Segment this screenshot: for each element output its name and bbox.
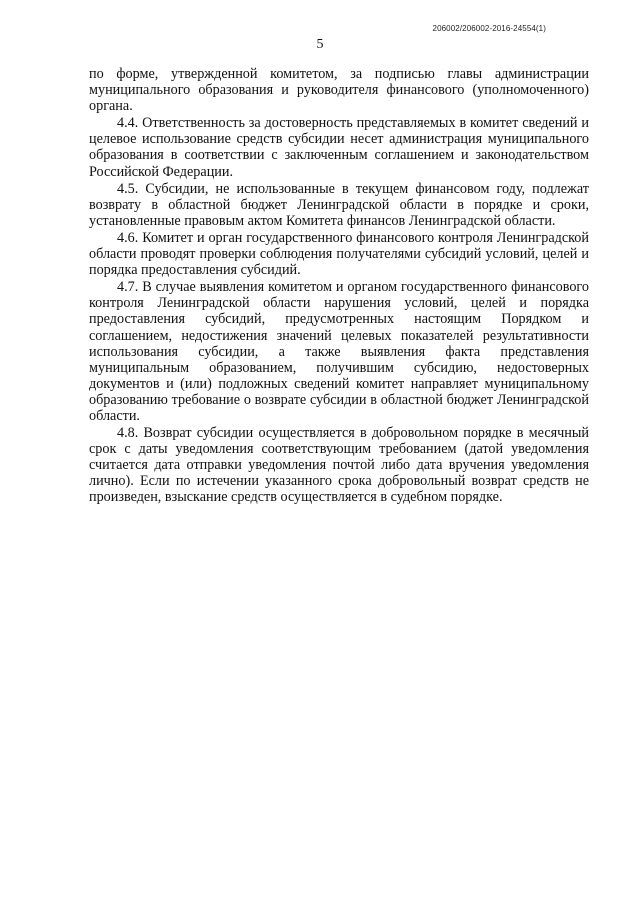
paragraph-4-6: 4.6. Комитет и орган государственного финансового контроля Ленинградской области проводят проверки соблюдения получателями субсидий условий, целей и порядка предоставления субсидий. (89, 229, 589, 279)
paragraph-4-4: 4.4. Ответственность за достоверность представляемых в комитет сведений и целевое использование средств субсидии несет администрация муниципального образования в соответствии с заключенным соглашением и законодательством Российской Федерации. (89, 115, 589, 180)
paragraph-4-8: 4.8. Возврат субсидии осуществляется в добровольном порядке в месячный срок с даты уведомления соответствующим требованием (датой уведомления считается дата отправки уведомления почтой либо дата вручения уведомления лично). Если по истечении указанного срока добровольный возврат средств не произведен, взыскание средств осуществляется в судебном порядке. (89, 425, 589, 506)
paragraph-4-5: 4.5. Субсидии, не использованные в текущем финансовом году, подлежат возврату в областной бюджет Ленинградской области в порядке и сроки, установленные правовым актом Комитета финансов Ленинградской области. (89, 180, 589, 229)
paragraph-continuation: по форме, утвержденной комитетом, за подписью главы администрации муниципального образования и руководителя финансового (уполномоченного) органа. (89, 66, 589, 115)
page-number: 5 (316, 37, 324, 52)
paragraph-4-7: 4.7. В случае выявления комитетом и органом государственного финансового контроля Ленинградской области нарушения условий, целей и порядка предоставления субсидий, предусмотренных настоящим Порядком и соглашением, недостижения значений целевых показателей результативности использования субсидии, а также выявления факта представления муниципальным образованием, получившим субсидию, недостоверных документов и (или) подложных сведений комитет направляет муниципальному образованию требование о возврате субсидии в областной бюджет Ленинградской области. (89, 279, 589, 424)
document-body (89, 66, 589, 506)
document-id: 206002/206002-2016-24554(1) (432, 24, 546, 33)
